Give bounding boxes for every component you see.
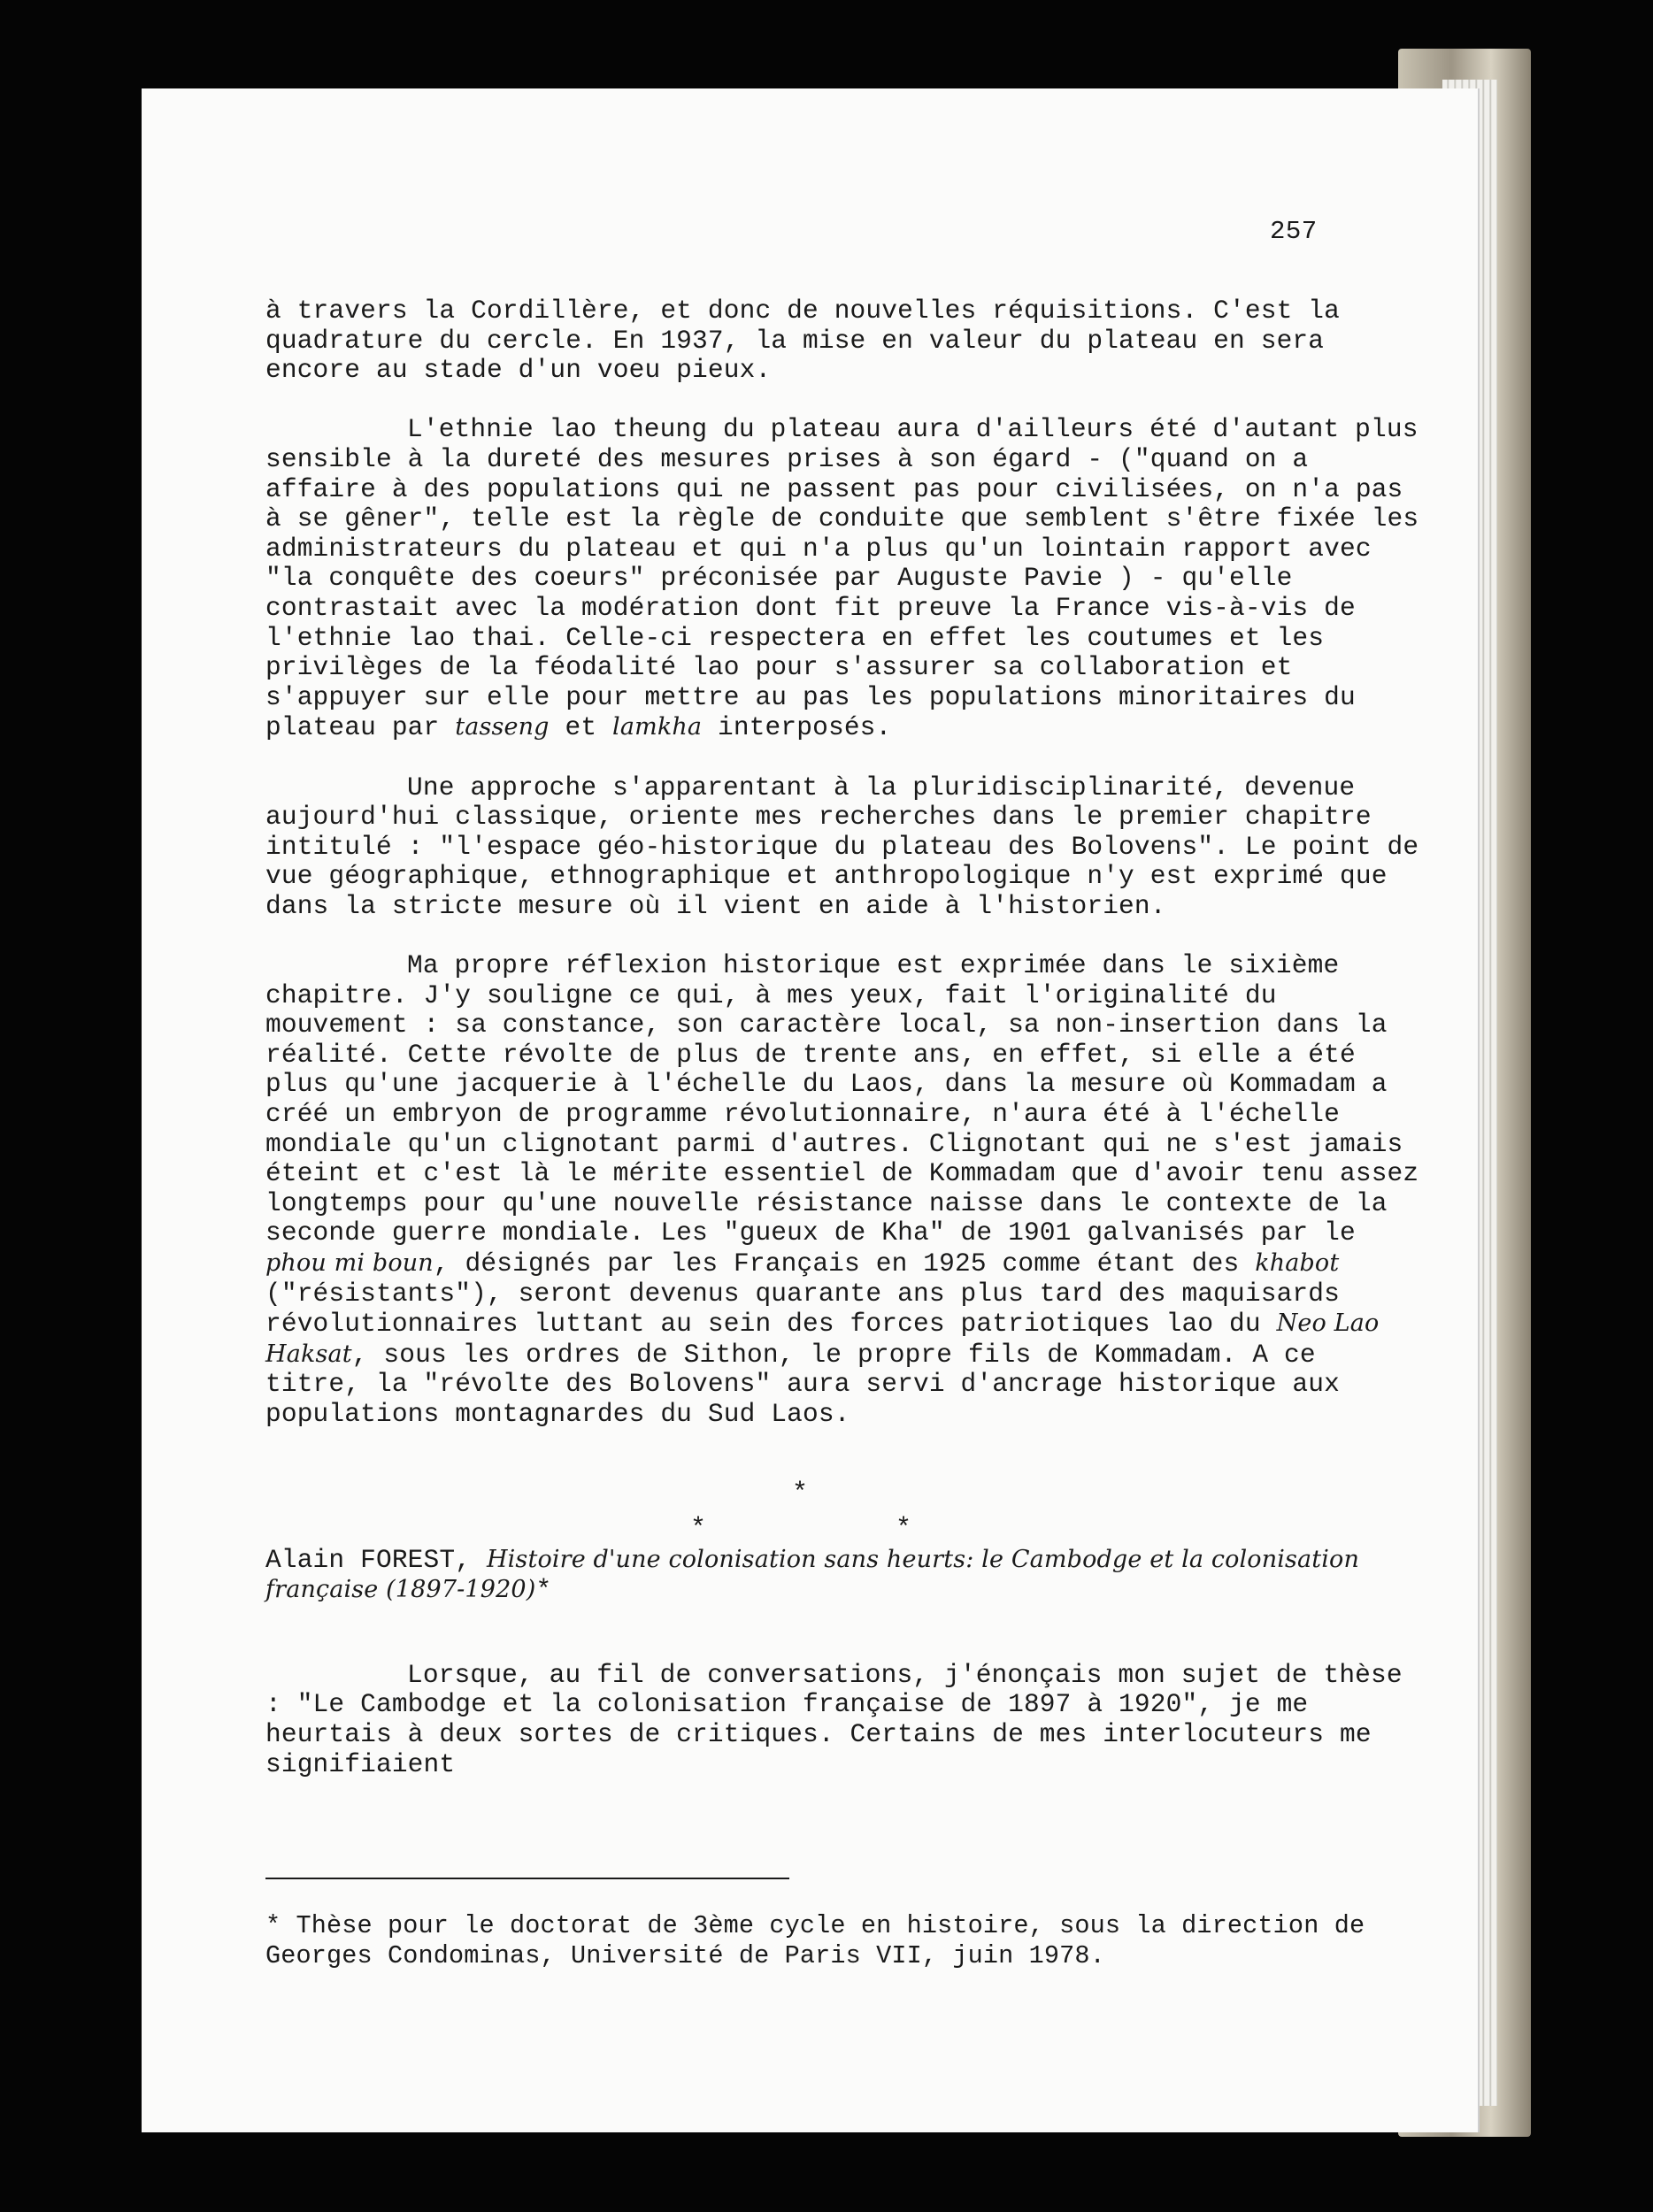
- separator-star-top: *: [792, 1478, 809, 1509]
- term-khabot: khabot: [1255, 1249, 1340, 1277]
- section-separator: [265, 1430, 1425, 1545]
- term-tasseng: tasseng: [455, 713, 550, 741]
- body-text: [265, 296, 1435, 1779]
- paragraph-2-text-a: L'ethnie lao theung du plateau aura d'ailleurs été d'autant plus sensible à la dureté des mesures prises à son égard - ("quand on a affaire à des populations qui ne passent pas pour civilisées, on n'a pas à se gêner", telle est la règle de conduite que semblent s'être fixée les administrateurs du plateau et qui n'a plus qu'un lointain rapport avec "la conquête des coeurs" préconisée par Auguste Pavie ) - qu'elle contrastait avec la modération dont fit preuve la France vis-à-vis de l'ethnie lao thai. Celle-ci respectera en effet les coutumes et les privilèges de la féodalité lao pour s'assurer sa collaboration et s'appuyer sur elle pour mettre au pas les populations minoritaires du plateau par: [265, 414, 1435, 743]
- separator-star-left: *: [690, 1513, 707, 1544]
- paragraph-2: [265, 414, 1435, 743]
- term-neo-lao-haksat: Neo Lao Haksat: [265, 1310, 1388, 1368]
- document-page: [142, 88, 1478, 2132]
- heading-author: Alain FOREST,: [265, 1544, 487, 1575]
- paragraph-4-text-c: ("résistants"), seront devenus quarante ans plus tard des maquisards révolutionnaires luttant au sein des forces patriotiques lao du: [265, 1248, 1356, 1340]
- page-number: 257: [1270, 217, 1318, 246]
- paragraph-2-text-b: et: [549, 712, 613, 743]
- term-phou-mi-boun: phou mi boun: [265, 1249, 434, 1277]
- section-heading: [265, 1545, 1425, 1606]
- separator-star-right: *: [896, 1513, 912, 1544]
- paragraph-4-text-b: , désignés par les Français en 1925 comme étant des: [433, 1248, 1256, 1279]
- paragraph-4: [265, 950, 1435, 1430]
- paragraph-4-text-a: Ma propre réflexion historique est exprimée dans le sixième chapitre. J'y souligne ce qui, à mes yeux, fait l'originalité du mouvement : sa constance, son caractère local, sa non-insertion dans la réalité. Cette révolte de plus de trente ans, en effet, si elle a été plus qu'une jacquerie à l'échelle du Laos, dans la mesure où Kommadam a créé un embryon de programme révolutionnaire, n'aura été à l'échelle mondiale qu'un clignotant parmi d'autres. Clignotant qui ne s'est jamais éteint et c'est là le mérite essentiel de Kommadam que d'avoir tenu assez longtemps pour qu'une nouvelle résistance naisse dans le contexte de la seconde guerre mondiale. Les "gueux de Kha" de 1901 galvanisés par le: [265, 950, 1435, 1248]
- heading-note-marker: *: [535, 1575, 552, 1606]
- heading-title: Histoire d'une colonisation sans heurts: le Cambodge et la colonisation française (1897-1920): [265, 1545, 1367, 1604]
- footnote-text: * Thèse pour le doctorat de 3ème cycle en histoire, sous la direction de Georges Condominas, Université de Paris VII, juin 1978.: [265, 1911, 1365, 1970]
- footnote-divider: [265, 1878, 789, 1879]
- paragraph-2-text-c: interposés.: [702, 712, 892, 743]
- paragraph-4-text-d: , sous les ordres de Sithon, le propre fils de Kommadam. A ce titre, la "révolte des Bolovens" aura servi d'ancrage historique aux populations montagnardes du Sud Laos.: [265, 1339, 1356, 1429]
- footnote: [265, 1911, 1425, 1971]
- paragraph-5: Lorsque, au fil de conversations, j'énonçais mon sujet de thèse : "Le Cambodge et la colonisation française de 1897 à 1920", je me heurtais à deux sortes de critiques. Certains de mes interlocuteurs me signifiaient: [265, 1659, 1419, 1779]
- term-lamkha: lamkha: [612, 713, 703, 741]
- paragraph-1: à travers la Cordillère, et donc de nouvelles réquisitions. C'est la quadrature du cercle. En 1937, la mise en valeur du plateau en sera encore au stade d'un voeu pieux.: [265, 296, 1356, 386]
- paragraph-3: Une approche s'apparentant à la pluridisciplinarité, devenue aujourd'hui classique, oriente mes recherches dans le premier chapitre intitulé : "l'espace géo-historique du plateau des Bolovens". Le point de vue géographique, ethnographique et anthropologique n'y est exprimé que dans la stricte mesure où il vient en aide à l'historien.: [265, 772, 1435, 921]
